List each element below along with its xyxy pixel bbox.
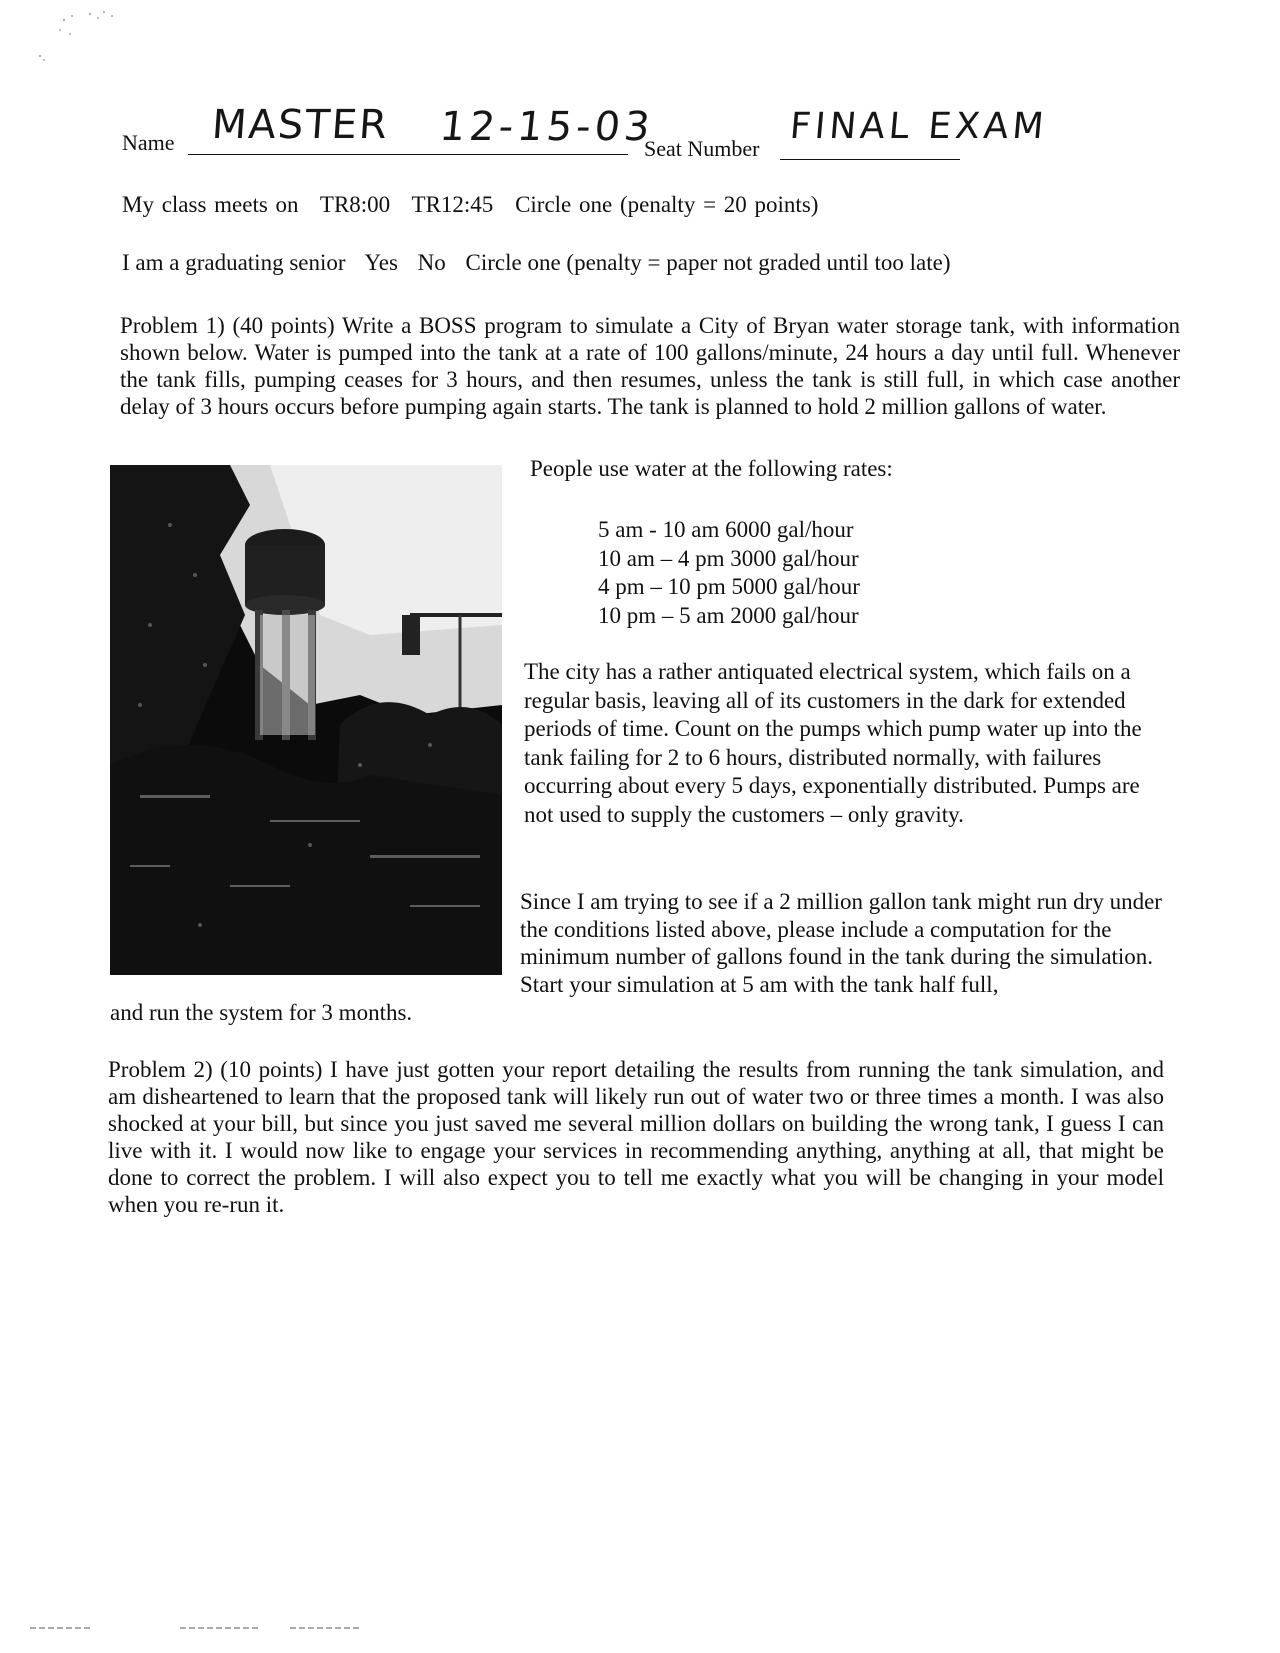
rates-intro: People use water at the following rates: bbox=[530, 456, 893, 481]
class-instruction: Circle one (penalty = 20 points) bbox=[515, 192, 819, 217]
computation-paragraph: Since I am trying to see if a 2 million gallon tank might run dry under the conditions listed above, please include a computation for the minimum number of gallons found in the tank during the simulation. Start your simulation at 5 am with the tank half full, bbox=[520, 889, 1162, 997]
class-option-tr1245: TR12:45 bbox=[411, 192, 494, 217]
problem-1-intro: Problem 1) (40 points) Write a BOSS program to simulate a City of Bryan water storage tank, with information shown below. Water is pumped into the tank at a rate of 100 gallons/minute, 24 hours a day until full. Whenever the tank fills, pumping ceases for 3 hours, and then resumes, unless the tank is still full, in which case another delay of 3 hours occurs before pumping again starts. The tank is planned to hold 2 million gallons of water. bbox=[120, 313, 1180, 419]
name-underline bbox=[188, 154, 628, 155]
rate-row: 10 pm – 5 am 2000 gal/hour bbox=[598, 602, 859, 628]
computation-paragraph-tail: and run the system for 3 months. bbox=[110, 1000, 413, 1025]
handwritten-name: MASTER bbox=[210, 102, 391, 148]
water-tower-image bbox=[110, 465, 502, 975]
electrical-system-paragraph: The city has a rather antiquated electrical system, which fails on a regular basis, leaving all of its customers in the dark for extended periods of time. Count on the pumps which pump water up into the tank failing for 2 to 6 hours, distributed normally, with failures occurring about every 5 days, exponentially distributed. Pumps are not used to supply the customers – only gravity. bbox=[524, 659, 1142, 827]
class-meeting-prefix: My class meets on bbox=[122, 192, 299, 217]
rate-row: 4 pm – 10 pm 5000 gal/hour bbox=[598, 574, 860, 599]
senior-instruction: Circle one (penalty = paper not graded until too late) bbox=[465, 250, 951, 275]
handwritten-date: 12-15-03 bbox=[437, 104, 656, 150]
handwritten-seat-number: FINAL EXAM bbox=[788, 106, 1050, 147]
name-label: Name bbox=[122, 130, 175, 155]
seat-number-underline bbox=[780, 159, 960, 160]
graduating-senior-line bbox=[122, 250, 964, 276]
problem-2-text: Problem 2) (10 points) I have just gotten your report detailing the results from running the tank simulation, and am disheartened to learn that the proposed tank will likely run out of water two or three times a month. I was also shocked at your bill, but since you just saved me several million dollars on building the wrong tank, I guess I can live with it. I would now like to engage your services in recommending anything, anything at all, that might be done to correct the problem. I will also expect you to tell me exactly what you will be changing in your model when you re-run it. bbox=[108, 1057, 1164, 1217]
class-meeting-line bbox=[122, 192, 832, 218]
seat-number-label: Seat Number bbox=[644, 136, 760, 161]
rate-row: 10 am – 4 pm 3000 gal/hour bbox=[598, 545, 859, 571]
senior-option-no: No bbox=[417, 250, 446, 275]
usage-rates-list bbox=[598, 516, 860, 630]
water-tower-photo bbox=[110, 465, 502, 975]
senior-option-yes: Yes bbox=[364, 250, 398, 275]
rate-row: 5 am - 10 am 6000 gal/hour bbox=[598, 517, 854, 542]
senior-prefix: I am a graduating senior bbox=[122, 250, 346, 275]
class-option-tr800: TR8:00 bbox=[319, 192, 391, 217]
